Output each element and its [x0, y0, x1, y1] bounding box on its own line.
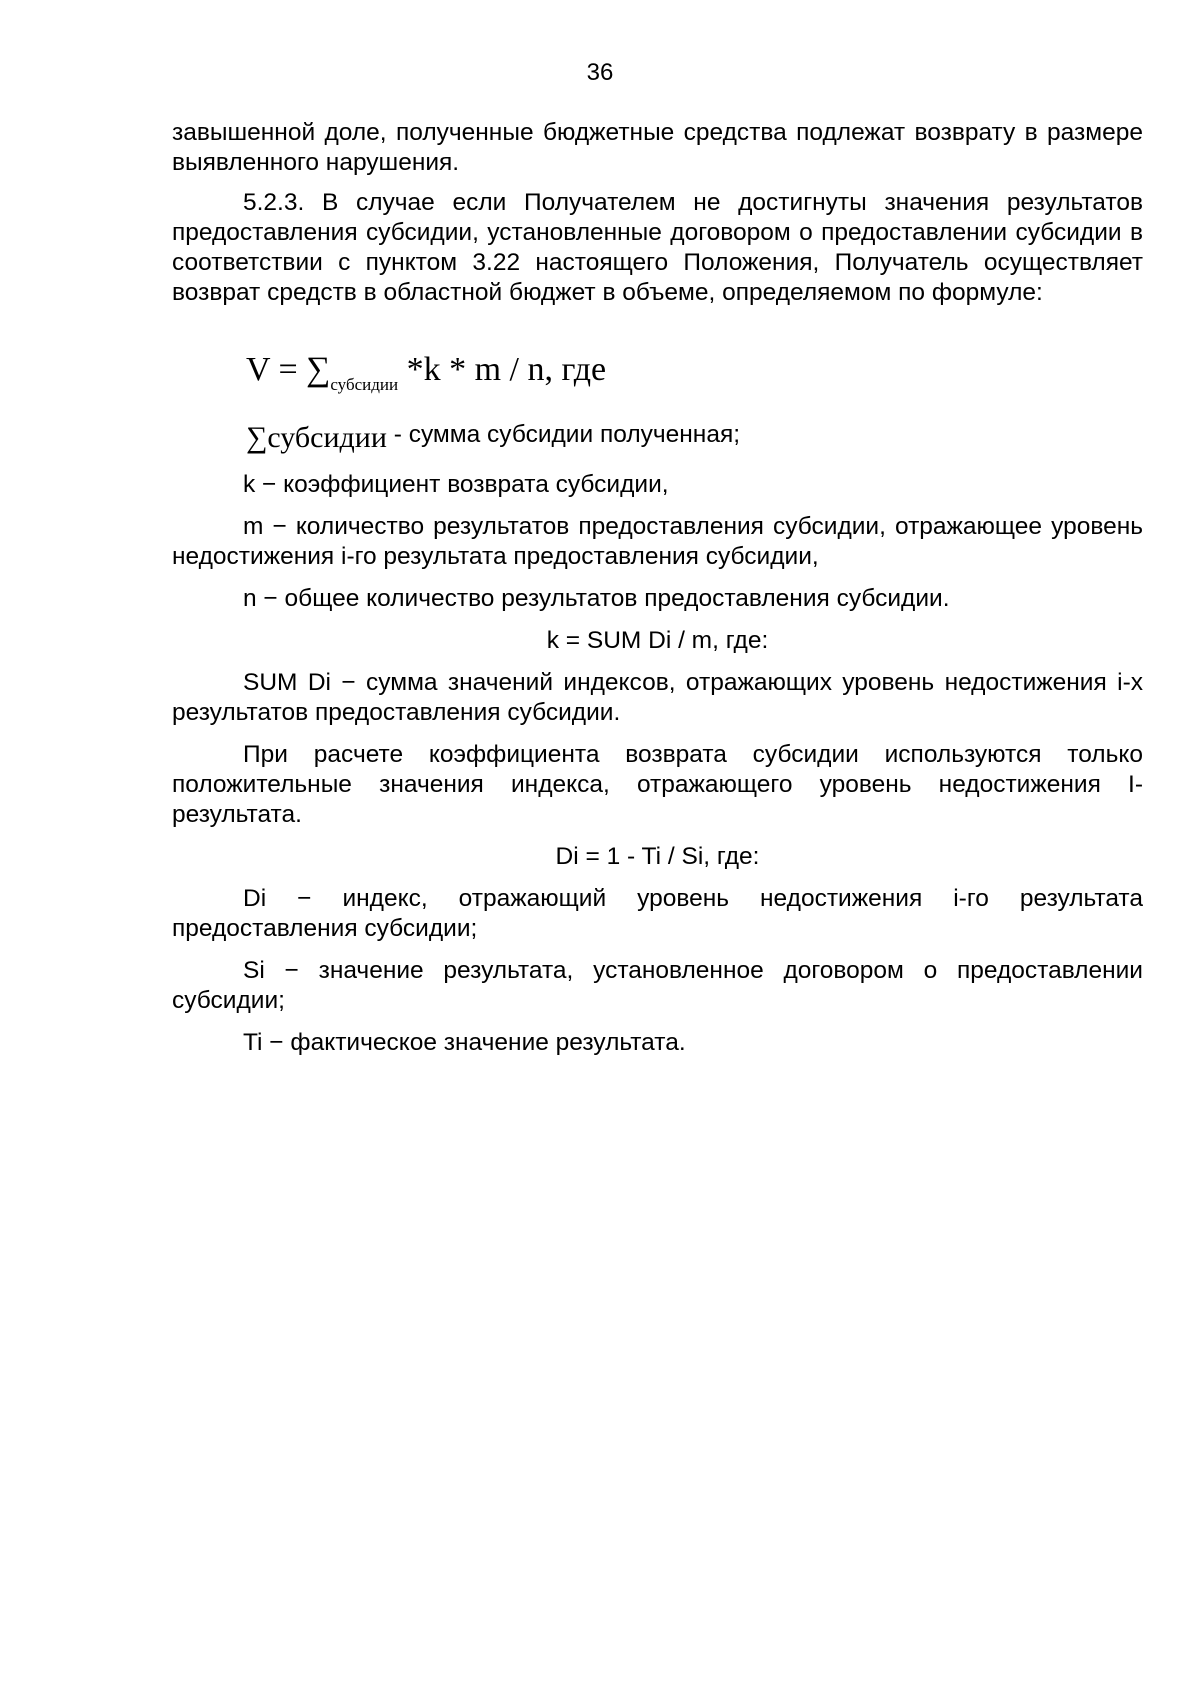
formula-v	[246, 350, 606, 395]
formula-di: Di = 1 - Ti / Si, где:	[555, 843, 760, 870]
ti-definition: Ti − фактическое значение результата.	[243, 1029, 686, 1056]
paragraph-continuation: завышенной доле, полученные бюджетные средства подлежат возврату в размере выявленного нарушения.	[172, 119, 1143, 176]
coefficient-calculation-note: При расчете коэффициента возврата субсидии используются только положительные значения индекса, отражающего уровень недостижения I-результата.	[172, 741, 1143, 828]
n-definition: n − общее количество результатов предоставления субсидии.	[243, 585, 950, 612]
di-definition: Di − индекс, отражающий уровень недостижения i-го результата предоставления субсидии;	[172, 885, 1143, 942]
sum-di-definition: SUM Di − сумма значений индексов, отражающих уровень недостижения i-х результатов предоставления субсидии.	[172, 669, 1143, 726]
formula-v-subscript: субсидии	[330, 375, 399, 394]
sigma-definition	[246, 418, 740, 463]
page-number: 36	[586, 59, 614, 86]
si-definition: Si − значение результата, установленное договором о предоставлении субсидии;	[172, 957, 1143, 1014]
formula-v-left: V = ∑	[246, 351, 331, 388]
k-definition: k − коэффициент возврата субсидии,	[243, 471, 669, 498]
m-definition: m − количество результатов предоставления субсидии, отражающее уровень недостижения i-го результата предоставления субсидии,	[172, 513, 1143, 570]
paragraph-5-2-3: 5.2.3. В случае если Получателем не достигнуты значения результатов предоставления субсидии, установленные договором о предоставлении субсидии в соответствии с пунктом 3.22 настоящего Положения, Получатель осуществляет возврат средств в областной бюджет в объеме, определяемом по формуле:	[172, 189, 1143, 306]
sigma-symbol: ∑субсидии	[246, 421, 387, 454]
formula-k: k = SUM Di / m, где:	[546, 627, 769, 654]
sigma-definition-text: - сумма субсидии полученная;	[386, 421, 741, 448]
formula-v-right: *k * m / n, где	[398, 351, 607, 388]
